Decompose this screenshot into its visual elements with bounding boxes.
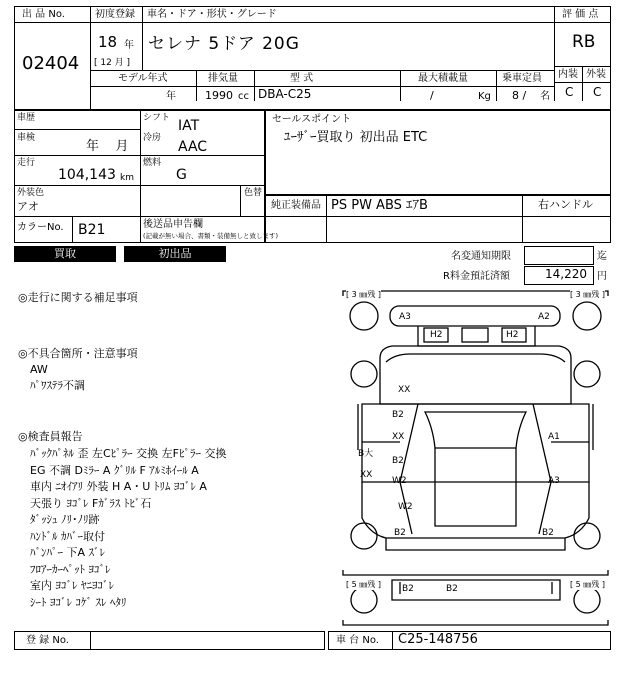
divider bbox=[90, 70, 554, 71]
tread-front-right: [ 3 ㎜残 ] bbox=[570, 290, 605, 299]
divider bbox=[14, 185, 265, 186]
max-load-unit: Kg bbox=[478, 91, 491, 102]
exterior-color-value: アオ bbox=[17, 200, 39, 213]
defect-line: ﾊﾟﾜｽﾃﾗ不調 bbox=[30, 379, 85, 392]
divider bbox=[240, 185, 241, 216]
car-name-label: 車名・ドア・形状・グレード bbox=[147, 9, 277, 20]
mark-front-bumper-right: A2 bbox=[538, 312, 550, 322]
mark-rear-bumper-mid: B2 bbox=[446, 584, 458, 594]
car-name: セレナ 5ドア 20G bbox=[148, 34, 300, 54]
divider bbox=[392, 631, 393, 650]
divider bbox=[90, 86, 554, 87]
divider bbox=[14, 22, 90, 23]
divider bbox=[142, 6, 143, 70]
first-reg-year: 18 bbox=[98, 33, 118, 51]
capacity-value: 8 / bbox=[512, 89, 527, 102]
recycle-value: 14,220 bbox=[545, 267, 587, 281]
lot-label: 出 品 No. bbox=[22, 9, 65, 20]
mileage-label: 走行 bbox=[17, 158, 36, 168]
sales-text: ﾕｰｻﾞｰ買取り 初出品 ETC bbox=[284, 130, 428, 145]
inspector-lines bbox=[30, 446, 330, 611]
year-unit: 年 bbox=[124, 40, 134, 51]
tread-rear-left: [ 5 ㎜残 ] bbox=[346, 580, 381, 589]
interior-label: 内装 bbox=[558, 69, 578, 80]
divider bbox=[522, 195, 523, 243]
divider bbox=[582, 66, 583, 101]
divider bbox=[400, 70, 401, 101]
defects-title: ◎不具合箇所・注意事項 bbox=[18, 347, 138, 360]
mark-left-w2: W2 bbox=[392, 476, 407, 486]
divider bbox=[196, 70, 197, 101]
displacement-value: 1990 bbox=[205, 89, 233, 102]
tag-purchase: 買取 bbox=[14, 246, 116, 262]
first-reg-month: [ 12 月 ] bbox=[94, 58, 131, 68]
type-value: DBA-C25 bbox=[258, 87, 312, 101]
type-label: 型 式 bbox=[290, 73, 314, 84]
tread-rear-right: [ 5 ㎜残 ] bbox=[570, 580, 605, 589]
history-label: 車歴 bbox=[17, 113, 36, 123]
steering-value: 右ハンドル bbox=[538, 198, 593, 211]
exterior-grade: C bbox=[593, 85, 602, 99]
divider bbox=[90, 22, 554, 23]
divider bbox=[554, 22, 611, 23]
fuel-label: 燃料 bbox=[143, 158, 162, 168]
mark-headlight-right: H2 bbox=[506, 330, 519, 340]
equipment-label: 純正装備品 bbox=[271, 200, 321, 211]
fuel-value: G bbox=[176, 167, 187, 183]
mark-rear-bumper-left: B2 bbox=[402, 584, 414, 594]
inspection-value: 年 月 bbox=[86, 139, 129, 154]
capacity-label: 乗車定員 bbox=[502, 73, 542, 84]
inspector-line: ｼｰﾄ ﾖｺﾞﾚ ｺｹﾞ ｽﾚ ﾍﾀﾘ bbox=[30, 595, 127, 609]
eval-label: 評 価 点 bbox=[562, 9, 599, 20]
chassis-label: 車 台 No. bbox=[336, 635, 379, 646]
shift-value: IAT bbox=[178, 118, 200, 134]
divider bbox=[14, 155, 265, 156]
divider bbox=[140, 110, 141, 216]
driving-title: ◎走行に関する補足事項 bbox=[18, 291, 138, 304]
divider bbox=[140, 216, 141, 243]
name-change-unit: 迄 bbox=[597, 251, 607, 262]
mark-left-door-b2: B2 bbox=[392, 410, 404, 420]
mark-left-door-xx: XX bbox=[392, 432, 405, 442]
first-reg-label: 初度登録 bbox=[95, 9, 135, 20]
sales-label: セールスポイント bbox=[272, 114, 352, 125]
recycle-label: R料金預託済額 bbox=[443, 271, 510, 282]
defect-line: AW bbox=[30, 363, 48, 376]
divider bbox=[14, 129, 140, 130]
mark-right-b2: B2 bbox=[542, 528, 554, 538]
inspector-line: 室内 ﾖｺﾞﾚ ﾔﾆﾖｺﾞﾚ bbox=[30, 579, 114, 592]
divider bbox=[72, 216, 73, 243]
docs-label: 後送品申告欄 bbox=[143, 219, 203, 230]
ac-label: 冷房 bbox=[143, 133, 162, 143]
inspector-line: 天張り ﾖｺﾞﾚ Fｶﾞﾗｽ ﾄﾋﾞ石 bbox=[30, 496, 152, 510]
name-change-label: 名変通知期限 bbox=[451, 251, 511, 262]
car-outline-svg bbox=[340, 288, 611, 628]
max-load-slash: / bbox=[430, 89, 434, 102]
inspection-label: 車検 bbox=[17, 133, 36, 143]
mark-fender-xx: XX bbox=[398, 385, 411, 395]
inspector-line: 車内 ﾆｵｲｱﾘ 外装 H A・U ﾄﾘﾑ ﾖｺﾞﾚ A bbox=[30, 480, 207, 493]
name-change-box bbox=[524, 246, 594, 265]
mark-left-door2-b2: B2 bbox=[392, 456, 404, 466]
inspector-line: EG 不調 Dﾐﾗｰ A ｸﾞﾘﾙ F ｱﾙﾐﾎｲｰﾙ A bbox=[30, 463, 199, 477]
color-change-label: 色替 bbox=[244, 188, 263, 198]
capacity-unit: 名 bbox=[540, 91, 550, 102]
mark-right-a3: A3 bbox=[548, 476, 560, 486]
divider bbox=[496, 70, 497, 101]
max-load-label: 最大積載量 bbox=[418, 73, 468, 84]
divider bbox=[265, 216, 611, 217]
model-year-unit: 年 bbox=[166, 91, 176, 102]
displacement-label: 排気量 bbox=[208, 73, 238, 84]
damage-diagram bbox=[340, 288, 611, 628]
exterior-color-label: 外装色 bbox=[17, 188, 45, 198]
tread-front-left: [ 3 ㎜残 ] bbox=[346, 290, 381, 299]
mileage-unit: km bbox=[120, 173, 134, 183]
mark-right-a1: A1 bbox=[548, 432, 560, 442]
model-year-label: モデル年式 bbox=[118, 73, 168, 84]
exterior-label: 外装 bbox=[586, 69, 606, 80]
inspector-line: ﾊﾝﾄﾞﾙ ｶﾊﾞｰ取付 bbox=[30, 529, 105, 543]
mark-headlight-left: H2 bbox=[430, 330, 443, 340]
interior-grade: C bbox=[565, 85, 574, 99]
chassis-value: C25-148756 bbox=[398, 632, 478, 647]
inspector-line: ﾀﾞｯｼｭ ﾉﾘ･ﾉﾘ跡 bbox=[30, 513, 100, 526]
displacement-unit: cc bbox=[238, 91, 249, 102]
inspector-title: ◎検査員報告 bbox=[18, 430, 83, 443]
divider bbox=[554, 6, 555, 101]
mileage-value: 104,143 bbox=[58, 167, 116, 183]
inspector-line: ﾊﾞｯｸﾊﾟﾈﾙ 歪 左Cﾋﾟﾗｰ 交換 左Fﾋﾟﾗｰ 交換 bbox=[30, 447, 227, 460]
inspector-line: ﾌﾛｱｰｶｰﾍﾟｯﾄ ﾖｺﾞﾚ bbox=[30, 562, 111, 576]
mark-left-xx2: XX bbox=[360, 470, 373, 480]
mark-rear-left-b2: B2 bbox=[394, 528, 406, 538]
mark-left-sill-b: B大 bbox=[358, 449, 374, 459]
reg-label: 登 録 No. bbox=[26, 635, 69, 646]
eval-score: RB bbox=[572, 32, 596, 52]
divider bbox=[326, 195, 327, 243]
divider bbox=[90, 631, 91, 650]
equipment-value: PS PW ABS ｴｱB bbox=[331, 198, 428, 213]
color-no-label: カラーNo. bbox=[17, 222, 64, 233]
mark-front-bumper-left: A3 bbox=[399, 312, 411, 322]
tag-first-listing: 初出品 bbox=[124, 246, 226, 262]
divider bbox=[254, 70, 255, 101]
lot-number: 02404 bbox=[22, 53, 80, 74]
recycle-unit: 円 bbox=[597, 271, 607, 282]
shift-label: シフト bbox=[143, 113, 171, 123]
ac-value: AAC bbox=[178, 139, 208, 155]
inspector-line: ﾊﾞﾝﾊﾟｰ 下A ｽﾞﾚ bbox=[30, 546, 106, 559]
docs-note: (記載が無い場合、書類・装備無しと致します) bbox=[143, 232, 279, 240]
color-no-value: B21 bbox=[78, 222, 106, 238]
mark-left-w2-lower: W2 bbox=[398, 502, 413, 512]
